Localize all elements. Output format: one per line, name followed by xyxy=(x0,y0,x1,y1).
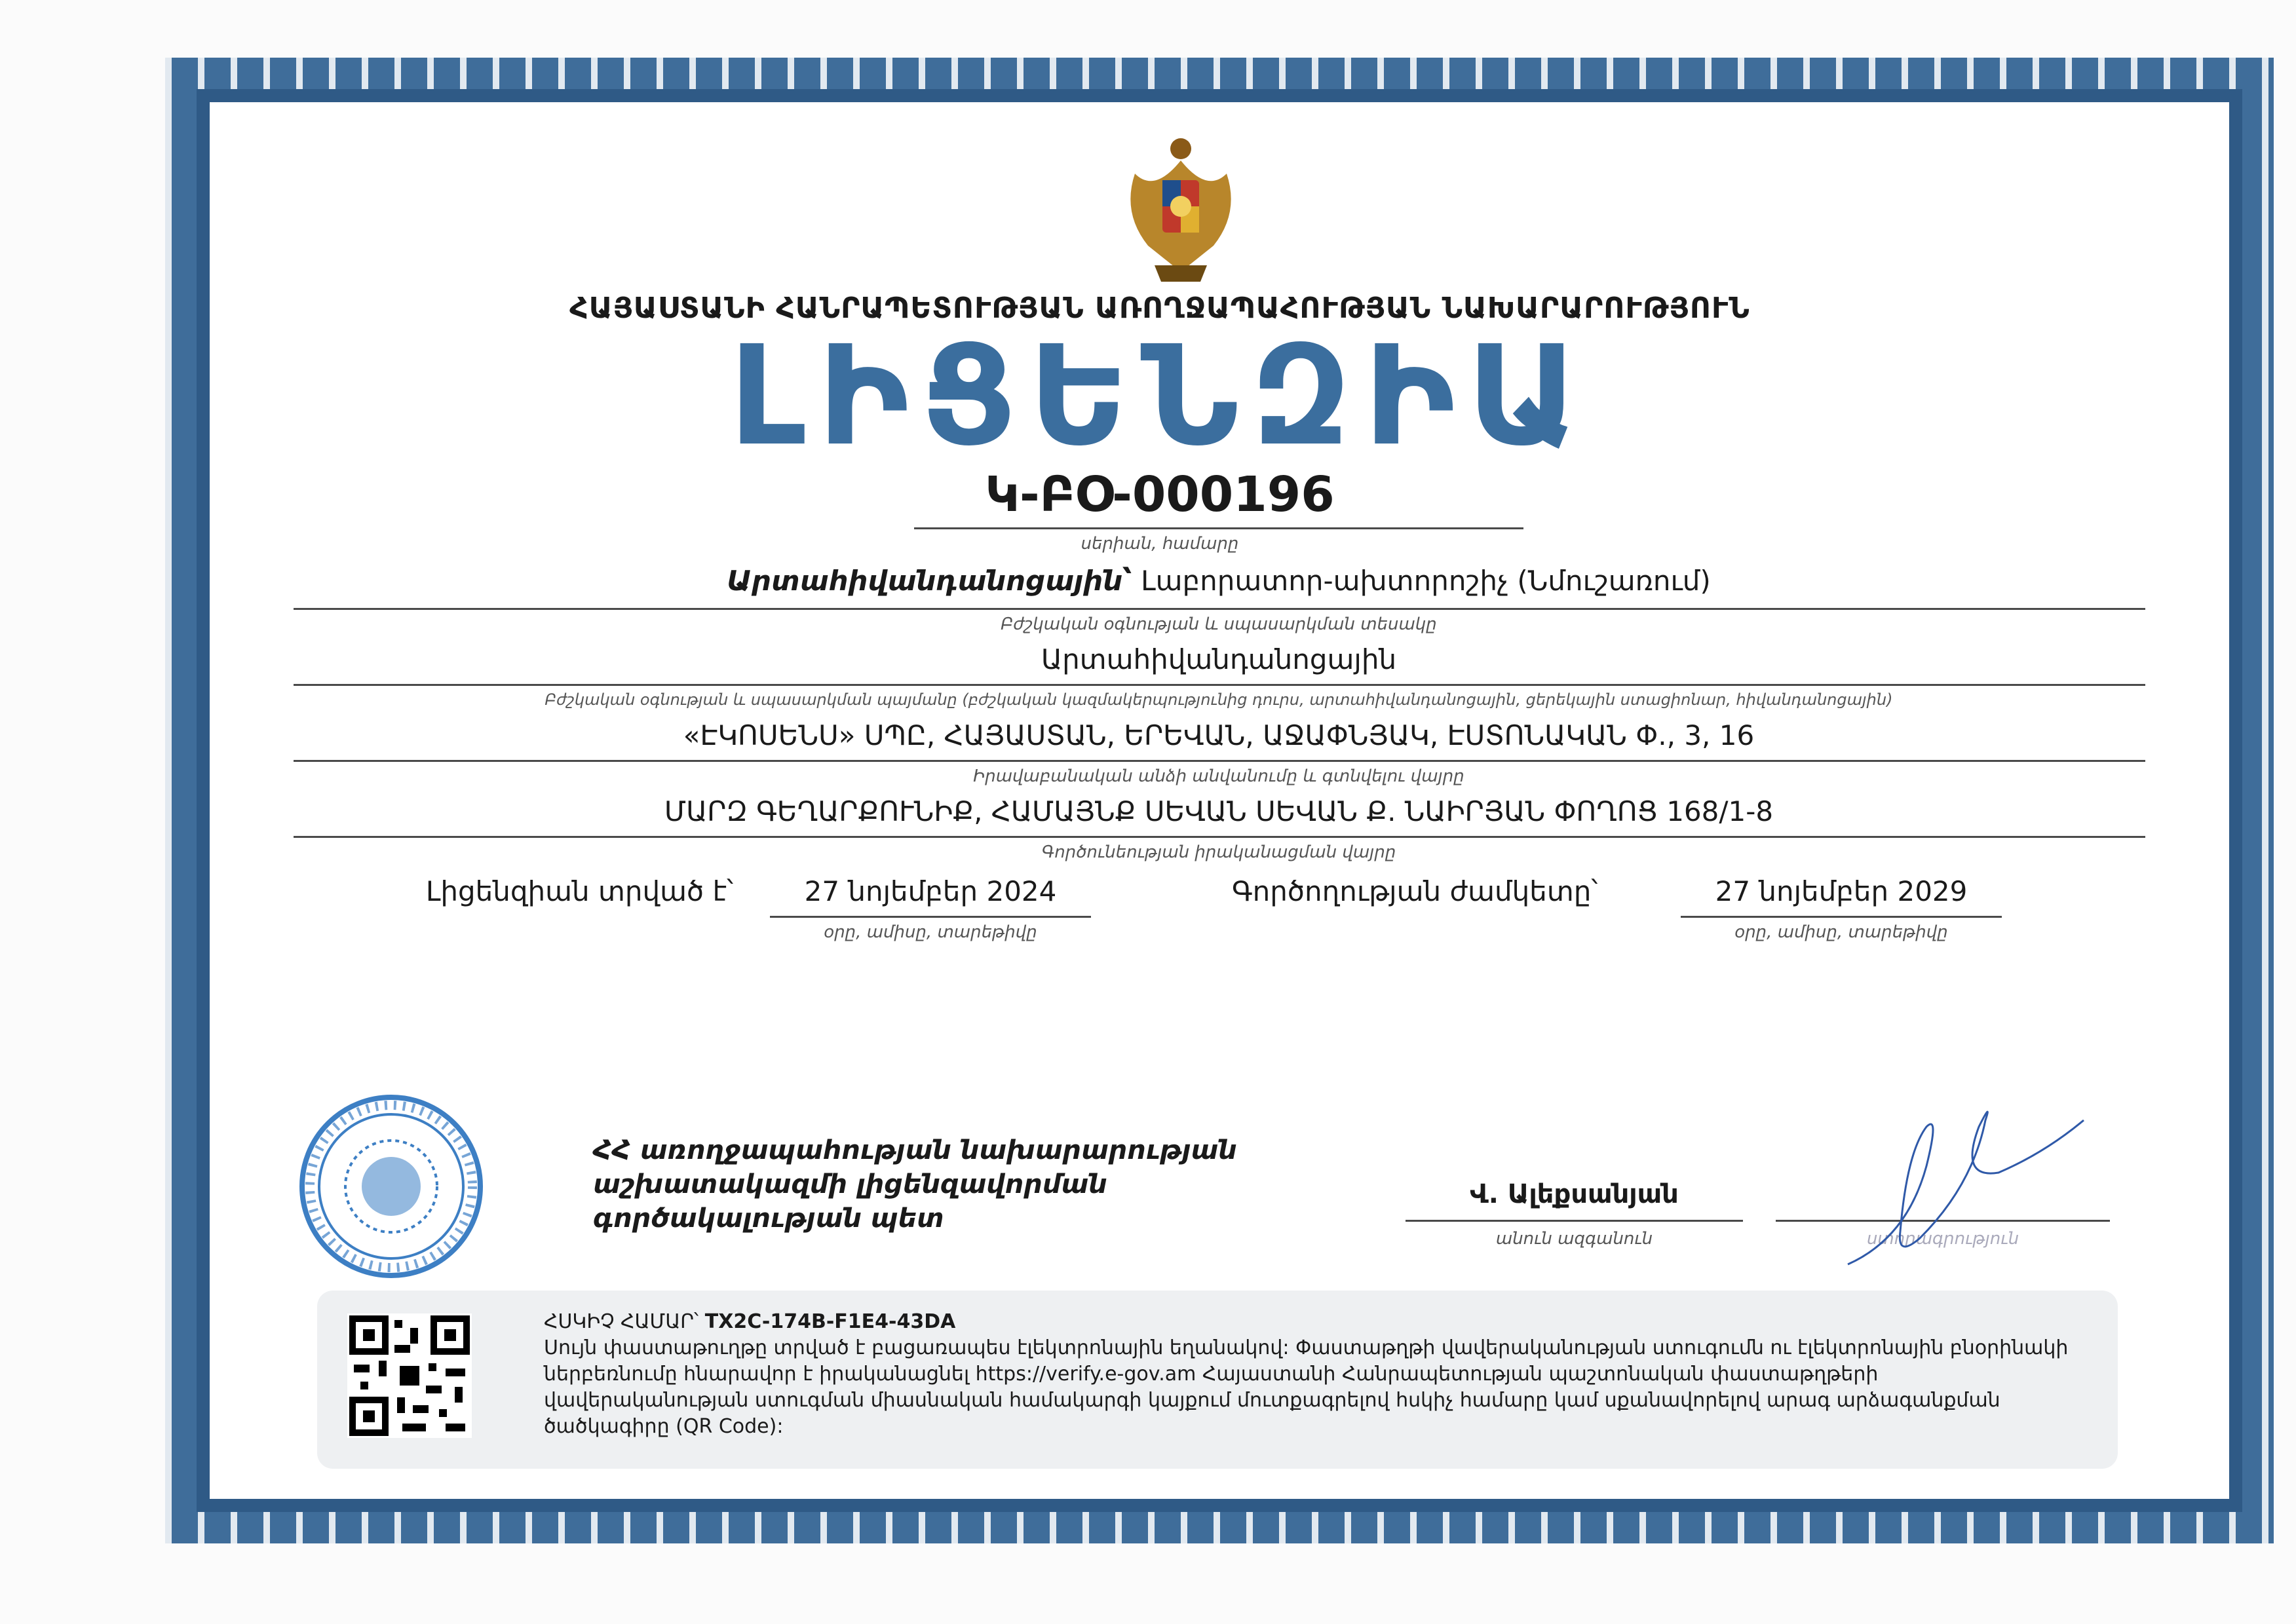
validity-date-underline xyxy=(1681,916,2002,918)
care-type-prefix: Արտահիվանդանոցային՝ xyxy=(727,565,1132,597)
coat-of-arms-emblem xyxy=(1122,134,1240,285)
qr-code[interactable] xyxy=(347,1313,472,1438)
issued-label: Լիցենզիան տրված է՝ xyxy=(426,875,734,907)
number-underline xyxy=(914,527,1523,529)
signatory-name: Վ. Ալեքսանյան xyxy=(1470,1179,1679,1209)
validity-date-caption: օրը, ամիսը, տարեթիվը xyxy=(1734,922,1948,942)
handwritten-signature xyxy=(1828,1101,2090,1271)
care-type-underline xyxy=(294,608,2145,610)
signatory-position-line-2: աշխատակազմի լիցենզավորման xyxy=(593,1169,1107,1199)
activity-location-value: ՄԱՐԶ ԳԵՂԱՐՔՈՒՆԻՔ, ՀԱՄԱՅՆՔ ՍԵՎԱՆ ՍԵՎԱՆ Ք. ՆԱԻՐՅԱՆ ՓՈՂՈՑ 168/1-8 xyxy=(664,795,1774,827)
license-number: Կ-ԲՕ-000196 xyxy=(985,466,1335,523)
activity-location-underline xyxy=(294,836,2145,838)
care-type-value: Լաբորատոր-ախտորոշիչ (Նմուշառում) xyxy=(1141,565,1711,597)
document-title: ԼԻՑԵՆԶԻԱ xyxy=(729,316,1591,476)
signatory-name-caption: անուն ազգանուն xyxy=(1495,1229,1653,1249)
verification-code-line xyxy=(544,1309,2084,1335)
care-condition-caption: Բժշկական օգնության և սպասարկման պայմանը (բժշկական կազմակերպությունից դուրս, արտահիվանդանոցային, ցերեկային ստացիոնար, հիվանդանոցային) xyxy=(545,690,1893,709)
number-caption: սերիան, համարը xyxy=(1081,534,1239,554)
signatory-position xyxy=(593,1133,1237,1236)
official-seal-stamp xyxy=(299,1094,484,1279)
care-type-field xyxy=(295,565,2143,597)
signatory-position-line-3: գործակալության պետ xyxy=(593,1203,944,1234)
legal-entity-value: «ԷԿՈՍԵՆՍ» ՍՊԸ, ՀԱՅԱՍՏԱՆ, ԵՐԵՎԱՆ, ԱՋԱՓՆՅԱԿ, ԷՍՏՈՆԱԿԱՆ Փ., 3, 16 xyxy=(683,719,1755,751)
validity-date: 27 նոյեմբեր 2029 xyxy=(1715,875,1968,907)
signature-caption: ստորագրություն xyxy=(1866,1229,2019,1249)
signatory-position-line-1: ՀՀ առողջապահության նախարարության xyxy=(593,1135,1237,1165)
activity-location-caption: Գործունեության իրականացման վայրը xyxy=(1041,842,1396,862)
legal-entity-caption: Իրավաբանական անձի անվանումը և գտնվելու վայրը xyxy=(973,766,1464,786)
ministry-heading: ՀԱՅԱՍՏԱՆԻ ՀԱՆՐԱՊԵՏՈՒԹՅԱՆ ԱՌՈՂՋԱՊԱՀՈՒԹՅԱՆ ՆԱԽԱՐԱՐՈՒԹՅՈՒՆ xyxy=(569,292,1750,325)
care-type-caption: Բժշկական օգնության և սպասարկման տեսակը xyxy=(1001,614,1437,634)
validity-label: Գործողության ժամկետը՝ xyxy=(1232,875,1598,907)
verification-instructions: Սույն փաստաթուղթը տրված է բացառապես էլեկտրոնային եղանակով: Փաստաթղթի վավերականության ստուգումն ու էլեկտրոնային բնօրինակի ներբեռնումը հնարավոր է իրականացնել https://verify.e-gov.am Հայաստանի Հանրապետության պաշտոնական փաստաթղթերի վավերականության ստուգման միասնական համակարգի կայքում մուտքագրելով հսկիչ համարը կամ սքանավորելով արագ արձագանքման ծածկագիրը (QR Code): xyxy=(544,1336,2069,1438)
signatory-name-underline xyxy=(1406,1220,1743,1222)
verification-code: TX2C-174B-F1E4-43DA xyxy=(704,1310,956,1333)
issued-date: 27 նոյեմբեր 2024 xyxy=(804,875,1057,907)
legal-entity-underline xyxy=(294,760,2145,762)
verification-code-label: ՀՍԿԻՉ ՀԱՄԱՐ՝ xyxy=(544,1310,699,1333)
issued-date-underline xyxy=(770,916,1091,918)
care-condition-underline xyxy=(294,684,2145,686)
care-condition-value: Արտահիվանդանոցային xyxy=(1041,643,1397,675)
issued-date-caption: օրը, ամիսը, տարեթիվը xyxy=(824,922,1037,942)
verification-text-block xyxy=(544,1309,2084,1440)
